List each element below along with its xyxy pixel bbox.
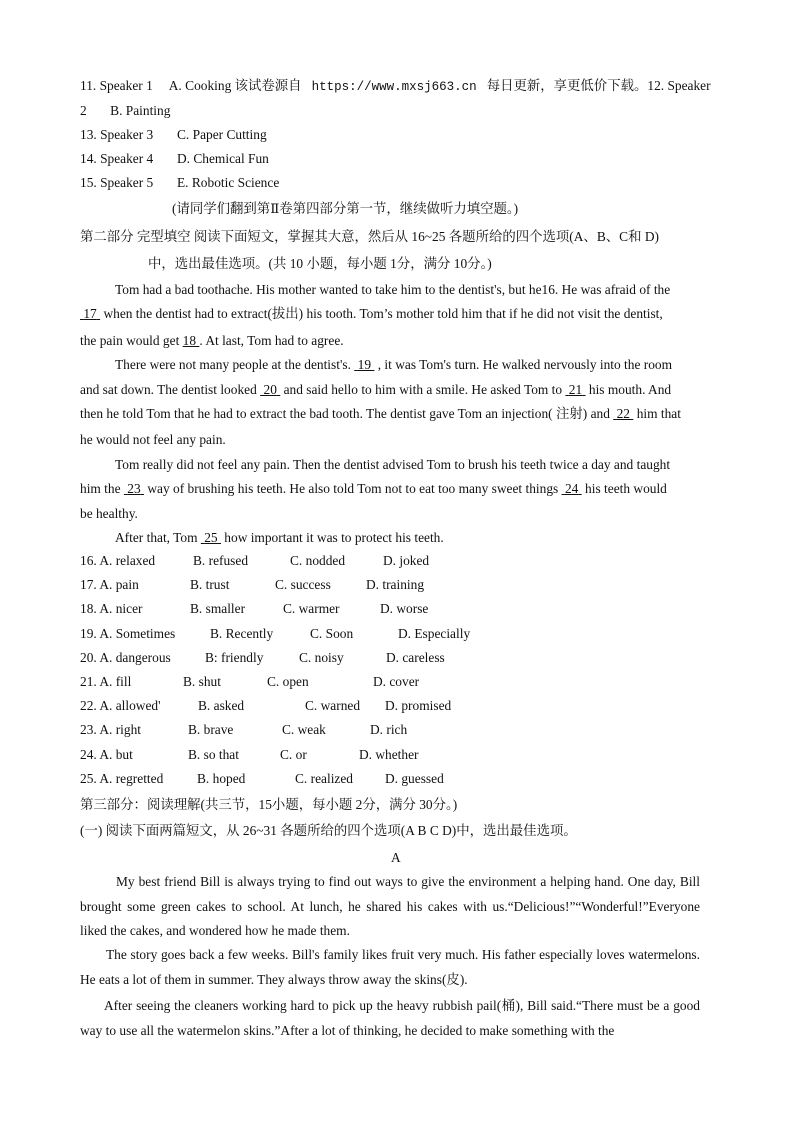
blank-21: 21 bbox=[568, 382, 583, 397]
option-22-b: B. asked bbox=[198, 698, 245, 714]
blank-17: 17 bbox=[83, 306, 97, 321]
question-13-line bbox=[80, 127, 267, 143]
blank-25: 25 bbox=[204, 530, 218, 545]
option-22-a: 22. A. allowed' bbox=[80, 698, 161, 714]
q14-option: D. Chemical Fun bbox=[177, 151, 269, 166]
reading-paragraph: The story goes back a few weeks. Bill's family likes fruit very much. His father especially loves watermelons. He eats a lot of them in summer. They always throw away the skins(皮). bbox=[80, 947, 700, 987]
q13-speaker: 13. Speaker 3 bbox=[80, 127, 154, 142]
option-17-c: C. success bbox=[275, 577, 331, 593]
blank-23: 23 bbox=[127, 481, 141, 496]
passage-line: Tom had a bad toothache. His mother wanted to take him to the dentist's, but he16. He was afraid of the bbox=[115, 282, 671, 297]
option-18-c: C. warmer bbox=[283, 601, 340, 617]
reading-paragraph: My best friend Bill is always trying to find out ways to give the environment a helping hand. One day, Bill brought some green cakes to school. At lunch, he shared his cakes with us.“Delicious!”“Wonderful!”Everyone liked the cakes, and wondered how he made them. bbox=[80, 874, 700, 938]
blank-18: 18 bbox=[182, 333, 197, 348]
option-20-b: B: friendly bbox=[205, 649, 264, 665]
q15-speaker: 15. Speaker 5 bbox=[80, 175, 154, 190]
q14-speaker: 14. Speaker 4 bbox=[80, 151, 154, 166]
option-17-d: D. training bbox=[366, 577, 425, 593]
option-24-c: C. or bbox=[280, 746, 307, 762]
question-15-line bbox=[80, 175, 280, 191]
option-22-d: D. promised bbox=[385, 698, 452, 714]
passage-line: Tom really did not feel any pain. Then the dentist advised Tom to brush his teeth twice a day and taught bbox=[115, 457, 671, 472]
source-url[interactable]: https://www.mxsj663.cn bbox=[311, 80, 477, 94]
listening-note: (请同学们翻到第Ⅱ卷第四部分第一节，继续做听力填空题。) bbox=[172, 201, 519, 216]
option-19-c: C. Soon bbox=[310, 625, 354, 641]
reading-paragraph: After seeing the cleaners working hard to pick up the heavy rubbish pail(桶), Bill said.“There must be a good way to use all the watermelon skins.”After a lot of thinking, he decided to make something with the bbox=[80, 998, 700, 1038]
passage-line: he would not feel any pain. bbox=[80, 432, 226, 447]
option-16-b: B. refused bbox=[193, 553, 249, 568]
blank-20: 20 bbox=[263, 382, 277, 397]
q15-option: E. Robotic Science bbox=[177, 175, 280, 190]
option-16-c: C. nodded bbox=[290, 553, 346, 568]
option-16-d: D. joked bbox=[383, 553, 430, 568]
option-19-a: 19. A. Sometimes bbox=[80, 625, 176, 641]
option-23-d: D. rich bbox=[370, 722, 408, 738]
passage-a-heading: A bbox=[391, 850, 401, 865]
option-16-a: 16. A. relaxed bbox=[80, 553, 156, 568]
q12-option: B. Painting bbox=[110, 103, 171, 118]
passage-line: and sat down. The dentist looked 20 and said hello to him with a smile. He asked Tom to 21 his mouth. And bbox=[80, 382, 672, 397]
part3-title: 第三部分：阅读理解(共三节，15小题，每小题 2分，满分 30分。) bbox=[80, 797, 458, 812]
q12-speaker: 2 bbox=[80, 103, 87, 118]
passage-line: the pain would get 18 . At last, Tom had to agree. bbox=[80, 333, 344, 348]
part3-subtitle: (一) 阅读下面两篇短文，从 26~31 各题所给的四个选项(A B C D)中，选出最佳选项。 bbox=[80, 823, 577, 838]
q11-speaker: 11. Speaker 1 bbox=[80, 78, 153, 93]
option-23-b: B. brave bbox=[188, 722, 234, 738]
option-23-c: C. weak bbox=[282, 722, 326, 738]
part2-title-cont: 中，选出最佳选项。(共 10 小题，每小题 1分，满分 10分。) bbox=[148, 256, 492, 271]
option-24-d: D. whether bbox=[359, 746, 419, 762]
option-21-c: C. open bbox=[267, 674, 309, 689]
option-25-b: B. hoped bbox=[197, 770, 246, 786]
option-19-d: D. Especially bbox=[398, 625, 471, 641]
passage-line: After that, Tom 25 how important it was to protect his teeth. bbox=[115, 530, 444, 545]
question-11-line bbox=[80, 78, 711, 95]
option-24-a: 24. A. but bbox=[80, 746, 133, 762]
option-21-b: B. shut bbox=[183, 674, 221, 689]
option-19-b: B. Recently bbox=[210, 625, 274, 641]
option-21-a: 21. A. fill bbox=[80, 674, 132, 689]
option-18-a: 18. A. nicer bbox=[80, 601, 143, 617]
q11-option: A. Cooking 该试卷源自 bbox=[168, 78, 302, 93]
option-20-c: C. noisy bbox=[299, 649, 344, 665]
option-22-c: C. warned bbox=[305, 698, 361, 714]
question-12-line bbox=[80, 103, 170, 119]
option-17-a: 17. A. pain bbox=[80, 577, 139, 593]
blank-19: 19 bbox=[357, 357, 372, 372]
option-25-d: D. guessed bbox=[385, 770, 444, 786]
passage-line: 17 when the dentist had to extract(拔出) his tooth. Tom’s mother told him that if he did not visit the dentist, bbox=[80, 306, 663, 322]
passage-line: him the 23 way of brushing his teeth. He also told Tom not to eat too many sweet things 24 his teeth would bbox=[80, 481, 667, 496]
option-21-d: D. cover bbox=[373, 674, 420, 689]
blank-24: 24 bbox=[564, 481, 579, 496]
option-20-a: 20. A. dangerous bbox=[80, 649, 171, 665]
question-14-line bbox=[80, 151, 269, 167]
part2-title: 第二部分 完型填空 阅读下面短文，掌握其大意，然后从 16~25 各题所给的四个选项(A、B、C和 D) bbox=[80, 229, 659, 244]
option-18-b: B. smaller bbox=[190, 601, 246, 617]
option-24-b: B. so that bbox=[188, 746, 239, 762]
passage-line: then he told Tom that he had to extract the bad tooth. The dentist gave Tom an injection( 注射) and 22 him that bbox=[80, 406, 681, 421]
option-23-a: 23. A. right bbox=[80, 722, 142, 738]
passage-line: be healthy. bbox=[80, 506, 138, 521]
passage-line: There were not many people at the dentist's. 19 , it was Tom's turn. He walked nervously into the room bbox=[115, 357, 673, 372]
q13-option: C. Paper Cutting bbox=[177, 127, 267, 142]
option-18-d: D. worse bbox=[380, 601, 429, 617]
option-25-c: C. realized bbox=[295, 770, 353, 786]
blank-22: 22 bbox=[616, 406, 630, 421]
option-25-a: 25. A. regretted bbox=[80, 770, 164, 786]
option-17-b: B. trust bbox=[190, 577, 230, 593]
q11-note: 每日更新，享更低价下载。12. Speaker bbox=[486, 78, 711, 93]
option-20-d: D. careless bbox=[386, 649, 445, 665]
